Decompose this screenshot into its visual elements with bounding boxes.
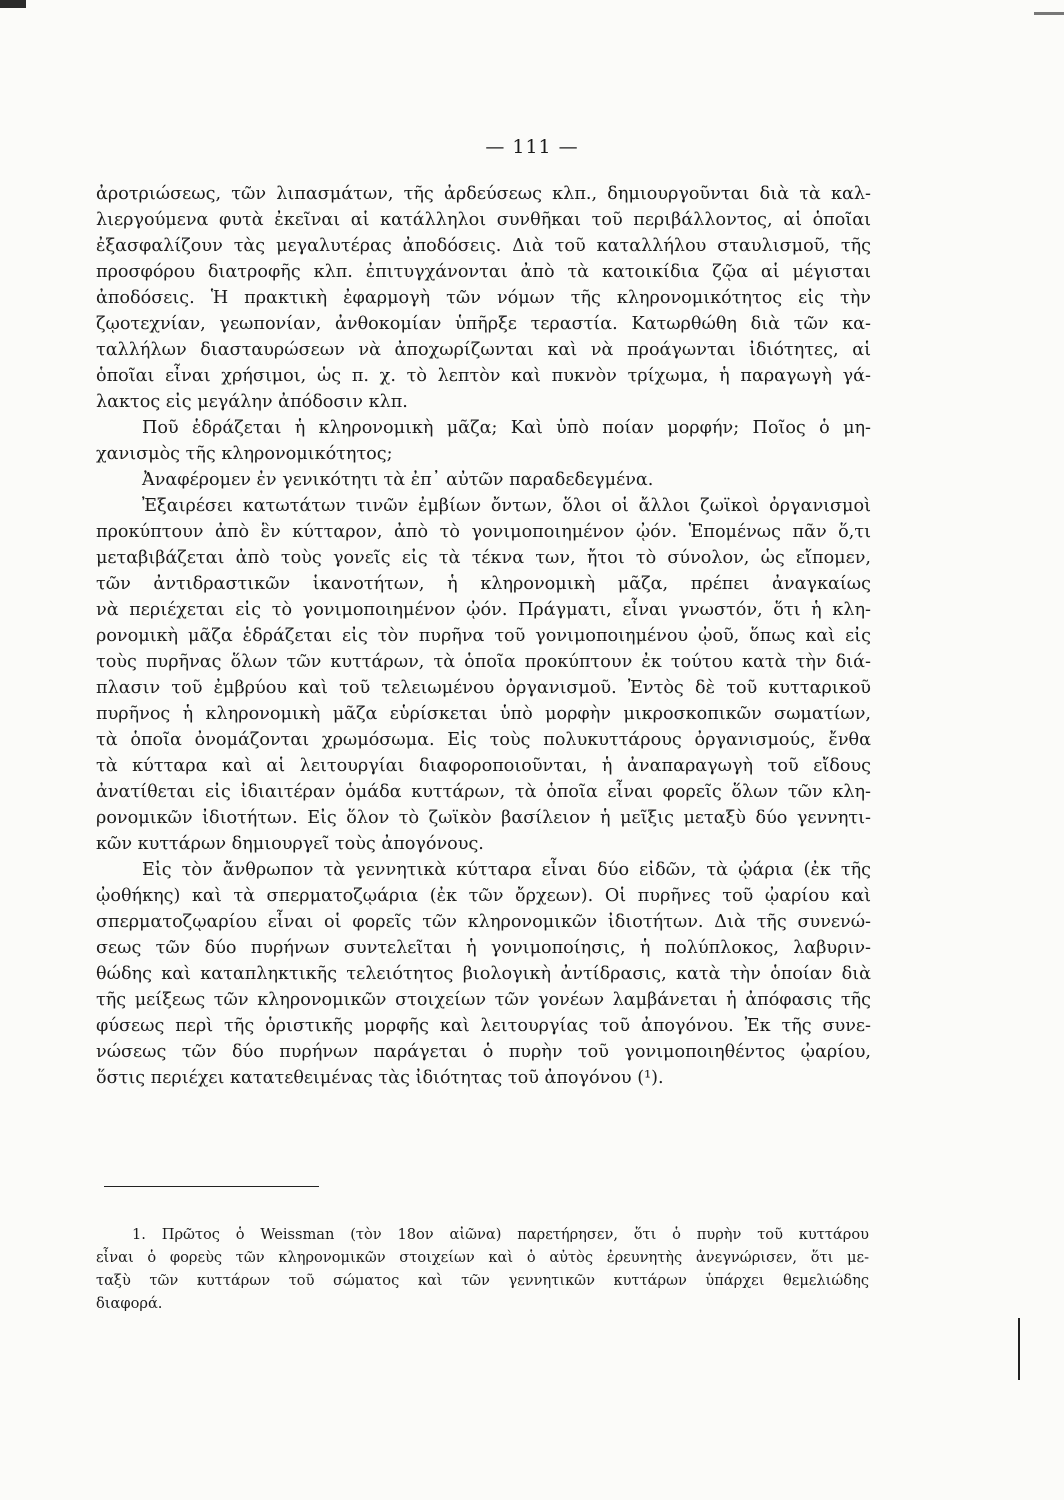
- text-line: Ἐξαιρέσει κατωτάτων τινῶν ἐμβίων ὄντων, ὅλοι οἱ ἄλλοι ζωϊκοὶ ὀργανισμοὶ: [142, 496, 871, 516]
- text-line: θώδης καὶ καταπληκτικῆς τελειότητος βιολογικὴ ἀντίδρασις, κατὰ τὴν ὁποίαν διὰ: [96, 964, 871, 984]
- footnotes: [96, 1223, 869, 1315]
- text-line: νώσεως τῶν δύο πυρήνων παράγεται ὁ πυρὴν τοῦ γονιμοποιηθέντος ᾠαρίου,: [96, 1042, 871, 1062]
- text-line: ἐξασφαλίζουν τὰς μεγαλυτέρας ἀποδόσεις. Διὰ τοῦ καταλλήλου σταυλισμοῦ, τῆς: [96, 236, 871, 256]
- text-line: σπερματοζῳαρίου εἶναι οἱ φορεῖς τῶν κληρονομικῶν ἰδιοτήτων. Διὰ τῆς συνενώ-: [96, 912, 871, 932]
- text-line: πυρῆνος ἡ κληρονομικὴ μᾶζα εὑρίσκεται ὑπὸ μορφὴν μικροσκοπικῶν σωματίων,: [96, 704, 871, 724]
- scan-margin-mark: [1018, 1318, 1020, 1380]
- footnote-divider: [104, 1186, 319, 1187]
- text-line: ζῳοτεχνίαν, γεωπονίαν, ἀνθοκομίαν ὑπῆρξε τεραστία. Κατωρθώθη διὰ τῶν κα-: [96, 314, 871, 334]
- text-line: τῶν ἀντιδραστικῶν ἱκανοτήτων, ἡ κληρονομικὴ μᾶζα, πρέπει ἀναγκαίως: [96, 574, 871, 594]
- text-line: Ἀναφέρομεν ἐν γενικότητι τὰ ἐπ᾽ αὐτῶν παραδεδεγμένα.: [142, 470, 654, 490]
- page-number: — 111 —: [485, 136, 579, 158]
- text-line: Εἰς τὸν ἄνθρωπον τὰ γεννητικὰ κύτταρα εἶναι δύο εἰδῶν, τὰ ᾠάρια (ἐκ τῆς: [142, 860, 871, 880]
- text-line: νὰ περιέχεται εἰς τὸ γονιμοποιημένον ᾠόν. Πράγματι, εἶναι γνωστόν, ὅτι ἡ κλη-: [96, 600, 871, 620]
- text-line: τὰ ὁποῖα ὀνομάζονται χρωμόσωμα. Εἰς τοὺς πολυκυττάρους ὀργανισμούς, ἔνθα: [96, 730, 871, 750]
- text-line: λακτος εἰς μεγάλην ἀπόδοσιν κλπ.: [96, 392, 408, 412]
- text-line: ἀποδόσεις. Ἡ πρακτικὴ ἐφαρμογὴ τῶν νόμων τῆς κληρονομικότητος εἰς τὴν: [96, 288, 871, 308]
- text-line: τῆς μείξεως τῶν κληρονομικῶν στοιχείων τῶν γονέων λαμβάνεται ἡ ἀπόφασις τῆς: [96, 990, 871, 1010]
- footnote-line: ταξὺ τῶν κυττάρων τοῦ σώματος καὶ τῶν γεννητικῶν κυττάρων ὑπάρχει θεμελιώδης: [96, 1272, 869, 1289]
- text-line: ταλλήλων διασταυρώσεων νὰ ἀποχωρίζωνται καὶ νὰ προάγωνται ἰδιότητες, αἱ: [96, 340, 871, 360]
- text-line: ἀροτριώσεως, τῶν λιπασμάτων, τῆς ἀρδεύσεως κλπ., δημιουργοῦνται διὰ τὰ καλ-: [96, 184, 871, 204]
- text-line: προσφόρου διατροφῆς κλπ. ἐπιτυγχάνονται ἀπὸ τὰ κατοικίδια ζῷα αἱ μέγισται: [96, 262, 871, 282]
- text-line: τοὺς πυρῆνας ὅλων τῶν κυττάρων, τὰ ὁποῖα προκύπτουν ἐκ τούτου κατὰ τὴν διά-: [96, 652, 871, 672]
- main-text: [96, 181, 871, 1091]
- text-line: κῶν κυττάρων δημιουργεῖ τοὺς ἀπογόνους.: [96, 834, 484, 854]
- text-line: χανισμὸς τῆς κληρονομικότητος;: [96, 444, 393, 464]
- text-line: μεταβιβάζεται ἀπὸ τοὺς γονεῖς εἰς τὰ τέκνα των, ἤτοι τὸ σύνολον, ὡς εἴπομεν,: [96, 548, 871, 568]
- text-line: ὁποῖαι εἶναι χρήσιμοι, ὡς π. χ. τὸ λεπτὸν καὶ πυκνὸν τρίχωμα, ἡ παραγωγὴ γά-: [96, 366, 871, 386]
- text-line: λιεργούμενα φυτὰ ἐκεῖναι αἱ κατάλληλοι συνθῆκαι τοῦ περιβάλλοντος, αἱ ὁποῖαι: [96, 210, 871, 230]
- footnote-line: 1. Πρῶτος ὁ Weissman (τὸν 18ον αἰῶνα) παρετήρησεν, ὅτι ὁ πυρὴν τοῦ κυττάρου: [132, 1226, 869, 1243]
- footnote-line: διαφορά.: [96, 1295, 163, 1312]
- text-line: ὅστις περιέχει κατατεθειμένας τὰς ἰδιότητας τοῦ ἀπογόνου (¹).: [96, 1068, 664, 1088]
- text-line: σεως τῶν δύο πυρήνων συντελεῖται ἡ γονιμοποίησις, ἡ πολύπλοκος, λαβυριν-: [96, 938, 871, 958]
- text-line: Ποῦ ἑδράζεται ἡ κληρονομικὴ μᾶζα; Καὶ ὑπὸ ποίαν μορφήν; Ποῖος ὁ μη-: [142, 418, 871, 438]
- scan-edge-mark: [1034, 12, 1064, 15]
- text-line: φύσεως περὶ τῆς ὁριστικῆς μορφῆς καὶ λειτουργίας τοῦ ἀπογόνου. Ἐκ τῆς συνε-: [96, 1016, 871, 1036]
- text-line: προκύπτουν ἀπὸ ἓν κύτταρον, ἀπὸ τὸ γονιμοποιημένον ᾠόν. Ἑπομένως πᾶν ὅ,τι: [96, 522, 871, 542]
- text-line: ρονομικὴ μᾶζα ἑδράζεται εἰς τὸν πυρῆνα τοῦ γονιμοποιημένου ᾠοῦ, ὅπως καὶ εἰς: [96, 626, 871, 646]
- text-line: ρονομικῶν ἰδιοτήτων. Εἰς ὅλον τὸ ζωϊκὸν βασίλειον ἡ μεῖξις μεταξὺ δύο γεννητι-: [96, 808, 871, 828]
- text-line: τὰ κύτταρα καὶ αἱ λειτουργίαι διαφοροποιοῦνται, ἡ ἀναπαραγωγὴ τοῦ εἴδους: [96, 756, 871, 776]
- text-line: πλασιν τοῦ ἐμβρύου καὶ τοῦ τελειωμένου ὀργανισμοῦ. Ἐντὸς δὲ τοῦ κυτταρικοῦ: [96, 678, 871, 698]
- footnote-line: εἶναι ὁ φορεὺς τῶν κληρονομικῶν στοιχείων καὶ ὁ αὐτὸς ἐρευνητὴς ἀνεγνώρισεν, ὅτι με-: [96, 1249, 869, 1266]
- text-line: ᾠοθήκης) καὶ τὰ σπερματοζῳάρια (ἐκ τῶν ὄρχεων). Οἱ πυρῆνες τοῦ ᾠαρίου καὶ: [96, 886, 871, 906]
- scan-edge-mark: [0, 0, 26, 8]
- text-line: ἀνατίθεται εἰς ἰδιαιτέραν ὁμάδα κυττάρων, τὰ ὁποῖα εἶναι φορεῖς ὅλων τῶν κλη-: [96, 782, 871, 802]
